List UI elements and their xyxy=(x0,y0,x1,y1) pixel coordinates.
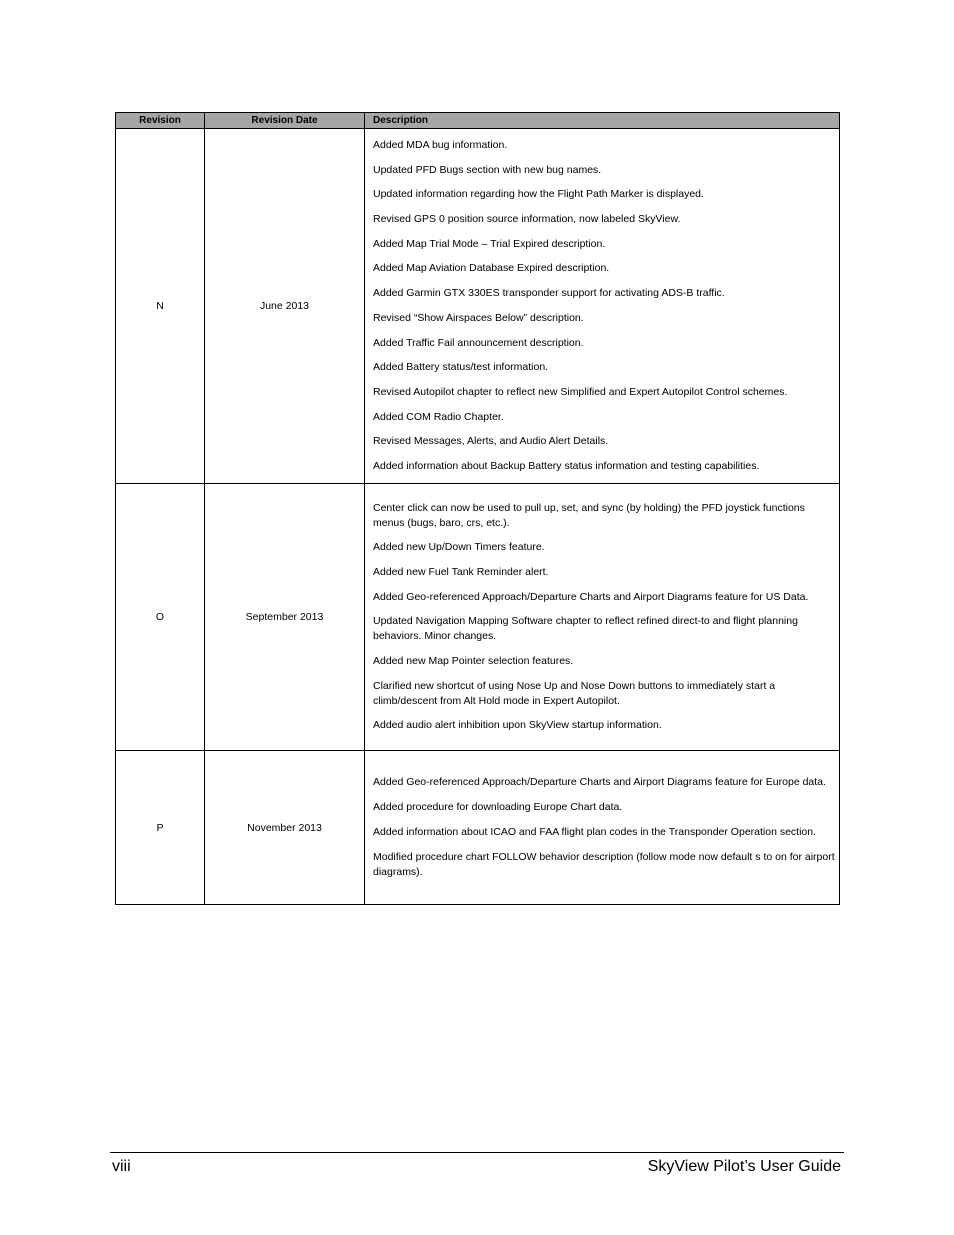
list-item: Added MDA bug information. xyxy=(373,139,508,152)
header-revision: Revision xyxy=(116,113,205,129)
page-number: viii xyxy=(112,1158,131,1175)
list-item: Added Battery status/test information. xyxy=(373,361,549,374)
revision-cell: O xyxy=(116,484,205,751)
list-item: Updated Navigation Mapping Software chapter to reflect refined direct-to and flight planning behaviors. Minor changes. xyxy=(373,615,798,643)
description-list xyxy=(373,501,835,734)
list-item: Added new Up/Down Timers feature. xyxy=(373,541,545,554)
footer-divider xyxy=(110,1152,844,1153)
list-item: Revised Messages, Alerts, and Audio Alert Details. xyxy=(373,435,609,448)
list-item: Added Map Aviation Database Expired description. xyxy=(373,262,610,275)
list-item: Added Garmin GTX 330ES transponder support for activating ADS-B traffic. xyxy=(373,287,725,300)
description-list xyxy=(373,775,835,879)
revision-date-cell: November 2013 xyxy=(205,751,365,905)
list-item: Added Map Trial Mode – Trial Expired description. xyxy=(373,237,606,250)
revision-date-cell: September 2013 xyxy=(205,484,365,751)
revision-cell: P xyxy=(116,751,205,905)
description-cell xyxy=(365,484,840,751)
list-item: Revised “Show Airspaces Below” description. xyxy=(373,311,584,324)
list-item: Added Traffic Fail announcement description. xyxy=(373,336,584,349)
table-row xyxy=(116,484,840,751)
description-cell xyxy=(365,751,840,905)
list-item: Added information about Backup Battery status information and testing capabilities. xyxy=(373,459,760,472)
revision-cell: N xyxy=(116,129,205,484)
list-item: Added COM Radio Chapter. xyxy=(373,410,504,423)
list-item: Added new Fuel Tank Reminder alert. xyxy=(373,565,549,578)
list-item: Added new Map Pointer selection features. xyxy=(373,655,574,668)
list-item: Revised Autopilot chapter to reflect new Simplified and Expert Autopilot Control schemes. xyxy=(373,385,788,398)
list-item: Clarified new shortcut of using Nose Up and Nose Down buttons to immediately start a climb/descent from Alt Hold mode in Expert Autopilot. xyxy=(373,679,776,707)
table-row xyxy=(116,751,840,905)
list-item: Added Geo-referenced Approach/Departure Charts and Airport Diagrams feature for Europe data. xyxy=(373,776,826,789)
description-list xyxy=(373,138,835,474)
header-revision-date: Revision Date xyxy=(205,113,365,129)
list-item: Added procedure for downloading Europe Chart data. xyxy=(373,801,623,814)
list-item: Modified procedure chart FOLLOW behavior description (follow mode now default s to on for airport diagrams). xyxy=(373,850,835,878)
list-item: Revised GPS 0 position source information, now labeled SkyView. xyxy=(373,213,681,226)
list-item: Added Geo-referenced Approach/Departure Charts and Airport Diagrams feature for US Data. xyxy=(373,590,809,603)
list-item: Added information about ICAO and FAA flight plan codes in the Transponder Operation section. xyxy=(373,825,817,838)
list-item: Added audio alert inhibition upon SkyView startup information. xyxy=(373,719,662,732)
table-header-row xyxy=(116,113,840,129)
list-item: Center click can now be used to pull up, set, and sync (by holding) the PFD joystick functions menus (bugs, baro, crs, etc.). xyxy=(373,501,805,529)
header-description: Description xyxy=(365,113,840,129)
list-item: Updated information regarding how the Flight Path Marker is displayed. xyxy=(373,188,704,201)
table-row xyxy=(116,129,840,484)
description-cell xyxy=(365,129,840,484)
revision-date-cell: June 2013 xyxy=(205,129,365,484)
revision-history-table xyxy=(115,112,840,905)
document-title: SkyView Pilot’s User Guide xyxy=(647,1158,841,1175)
list-item: Updated PFD Bugs section with new bug names. xyxy=(373,163,602,176)
